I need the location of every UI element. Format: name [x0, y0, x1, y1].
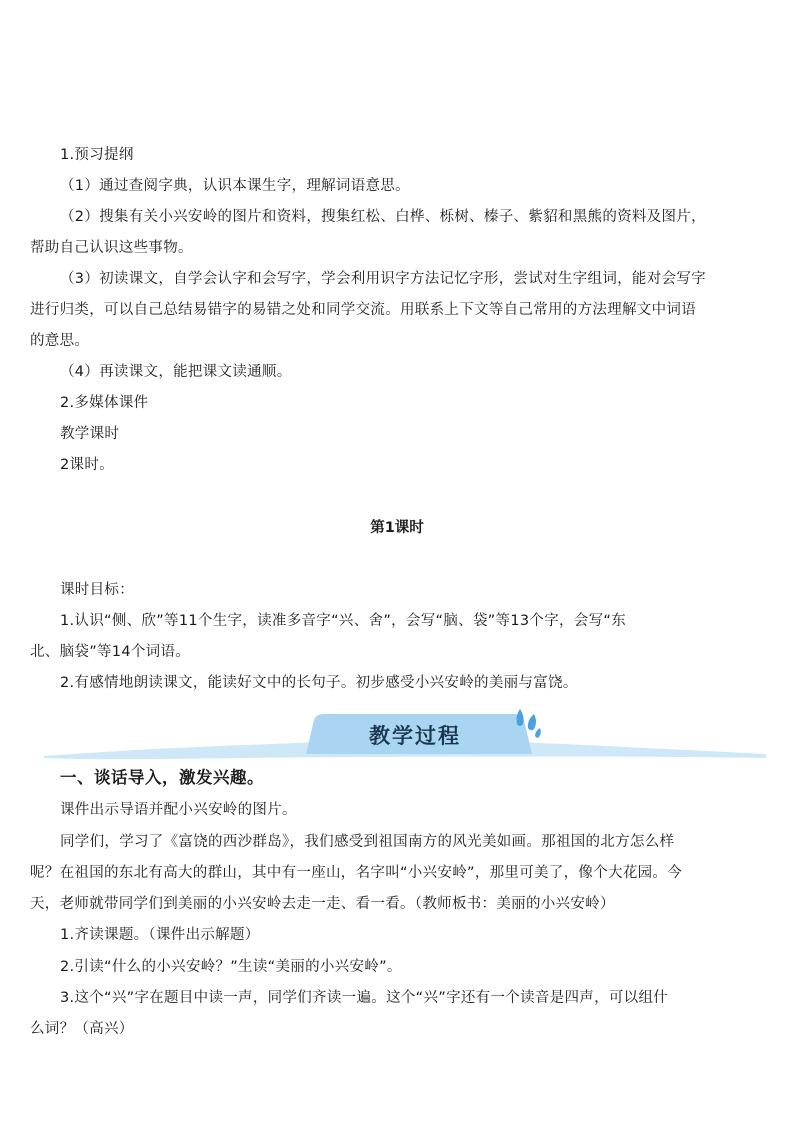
prep-sub-3-line-3: 的意思。: [30, 333, 90, 349]
process-step-3-line-2: 么词？（高兴）: [30, 1021, 134, 1037]
lesson-title: 第1课时: [370, 520, 424, 536]
prep-sub-4: （4）再读课文，能把课文读通顺。: [60, 364, 292, 380]
process-paragraph-2-line-1: 同学们，学习了《富饶的西沙群岛》，我们感受到祖国南方的风光美如画。那祖国的北方怎么样: [60, 834, 675, 850]
process-step-3-line-1: 3.这个“兴”字在题目中读一声，同学们齐读一遍。这个“兴”字还有一个读音是四声，可以组什: [60, 990, 669, 1006]
prep-item-1: 1.预习提纲: [60, 147, 134, 163]
process-paragraph-2-line-2: 呢？在祖国的东北有高大的群山，其中有一座山，名字叫“小兴安岭”，那里可美了，像个大花园。今: [30, 865, 683, 881]
process-step-1: 1.齐读课题。（课件出示解题）: [60, 927, 260, 943]
prep-sub-2-line-1: （2）搜集有关小兴安岭的图片和资料，搜集红松、白桦、栎树、榛子、紫貂和黑熊的资料及图片，: [60, 209, 706, 225]
prep-sub-2-line-2: 帮助自己认识这些事物。: [30, 240, 193, 256]
lesson-goal-2: 2.有感情地朗读课文，能读好文中的长句子。初步感受小兴安岭的美丽与富饶。: [60, 675, 578, 691]
process-paragraph-1: 课件出示导语并配小兴安岭的图片。: [60, 802, 297, 818]
section-heading: 一、谈话导入，激发兴趣。: [60, 768, 264, 787]
teaching-hours-label: 教学课时: [60, 426, 120, 442]
prep-item-2: 2.多媒体课件: [60, 395, 149, 411]
prep-sub-3-line-2: 进行归类，可以自己总结易错字的易错之处和同学交流。用联系上下文等自己常用的方法理解文中词语: [30, 302, 696, 318]
process-step-2: 2.引读“什么的小兴安岭？”生读“美丽的小兴安岭”。: [60, 959, 402, 975]
lesson-goals-label: 课时目标：: [60, 582, 134, 598]
lesson-goal-1-line-1: 1.认识“侧、欣”等11个生字，读准多音字“兴、舍”，会写“脑、袋”等13个字，会写“东: [60, 613, 627, 629]
process-paragraph-2-line-3: 天，老师就带同学们到美丽的小兴安岭去走一走、看一看。（教师板书：美丽的小兴安岭）: [30, 896, 615, 912]
teaching-hours-value: 2课时。: [60, 457, 114, 473]
banner-title: 教学过程: [369, 724, 461, 748]
prep-sub-3-line-1: （3）初读课文，自学会认字和会写字，学会利用识字方法记忆字形，尝试对生字组词，能对会写字: [60, 271, 706, 287]
lesson-goal-1-line-2: 北、脑袋”等14个词语。: [30, 644, 191, 660]
prep-sub-1: （1）通过查阅字典，认识本课生字，理解词语意思。: [60, 178, 410, 194]
